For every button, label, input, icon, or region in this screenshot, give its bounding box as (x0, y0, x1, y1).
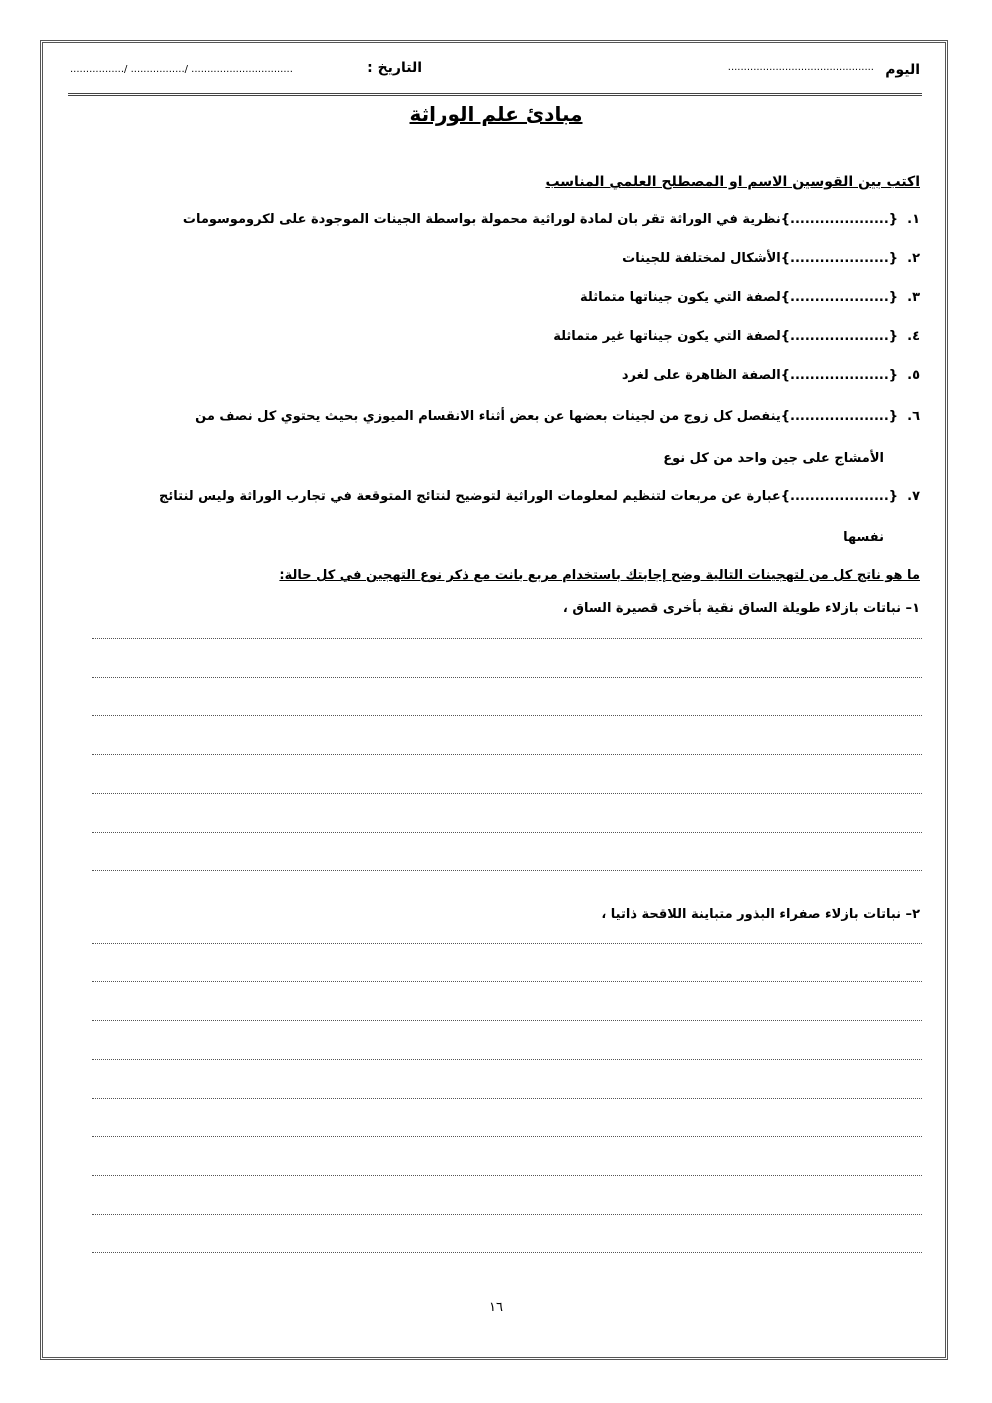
list-item: ٢. {....................}الأشكال لمختلفة للجينات (622, 251, 920, 266)
list-item: ٦. {....................}ينفصل كل زوج من لجينات بعضها عن بعض أثناء الانقسام الميوزي بحيث يحتوي كل نصف من (195, 409, 920, 424)
answer-line[interactable] (92, 638, 922, 639)
section2-heading: ما هو ناتج كل من لتهجينات التالية وضح إجابتك باستخدام مربع بانت مع ذكر نوع التهجين في كل حالة: (279, 568, 920, 583)
list-item-continuation: نفسها (843, 530, 884, 545)
answer-line[interactable] (92, 1059, 922, 1060)
list-item-continuation: الأمشاج على جين واحد من كل نوع (663, 451, 884, 466)
answer-line[interactable] (92, 1136, 922, 1137)
date-label: التاريخ : (367, 60, 422, 76)
answer-line[interactable] (92, 981, 922, 982)
list-item: ٣. {....................}لصفة التي يكون جيناتها متماثلة (580, 290, 920, 305)
page-number: ١٦ (489, 1300, 503, 1315)
answer-line[interactable] (92, 793, 922, 794)
list-item: ٤. {....................}لصفة التي يكون جيناتها غير متماثلة (553, 329, 920, 344)
day-label: اليوم (885, 62, 920, 78)
page-title: مبادئ علم الوراثة (409, 102, 583, 126)
list-item: ٧. {....................}عبارة عن مربعات لتنظيم لمعلومات الوراثية لتوضيح لنتائج المتوقعة في تجارب الوراثة وليس لنتائج (159, 489, 920, 504)
list-item: ٥. {....................}الصفة الظاهرة على لغرد (621, 368, 920, 383)
section1-heading: اكتب بين القوسين الاسم او المصطلح العلمي المناسب (545, 174, 920, 190)
day-blank[interactable]: .............................................. (727, 62, 874, 73)
answer-line[interactable] (92, 754, 922, 755)
date-blank[interactable]: ................./ ................./ ................................ (70, 64, 293, 75)
answer-line[interactable] (92, 1020, 922, 1021)
answer-line[interactable] (92, 677, 922, 678)
answer-line[interactable] (92, 832, 922, 833)
answer-line[interactable] (92, 1098, 922, 1099)
question-1: ١– نباتات بازلاء طويلة الساق نقية بأخرى قصيرة الساق ، (562, 601, 920, 616)
page-border (40, 40, 948, 1360)
answer-line[interactable] (92, 1175, 922, 1176)
question-2: ٢– نباتات بازلاء صفراء البذور متباينة اللاقحة ذاتيا ، (601, 907, 920, 922)
answer-line[interactable] (92, 870, 922, 871)
answer-line[interactable] (92, 1214, 922, 1215)
answer-line[interactable] (92, 715, 922, 716)
header-divider (68, 93, 922, 96)
answer-line[interactable] (92, 943, 922, 944)
list-item: ١. {....................}نظرية في الوراثة تقر بان لمادة لوراثية محمولة بواسطة الجينات الموجودة على لكروموسومات (182, 212, 920, 227)
answer-line[interactable] (92, 1252, 922, 1253)
